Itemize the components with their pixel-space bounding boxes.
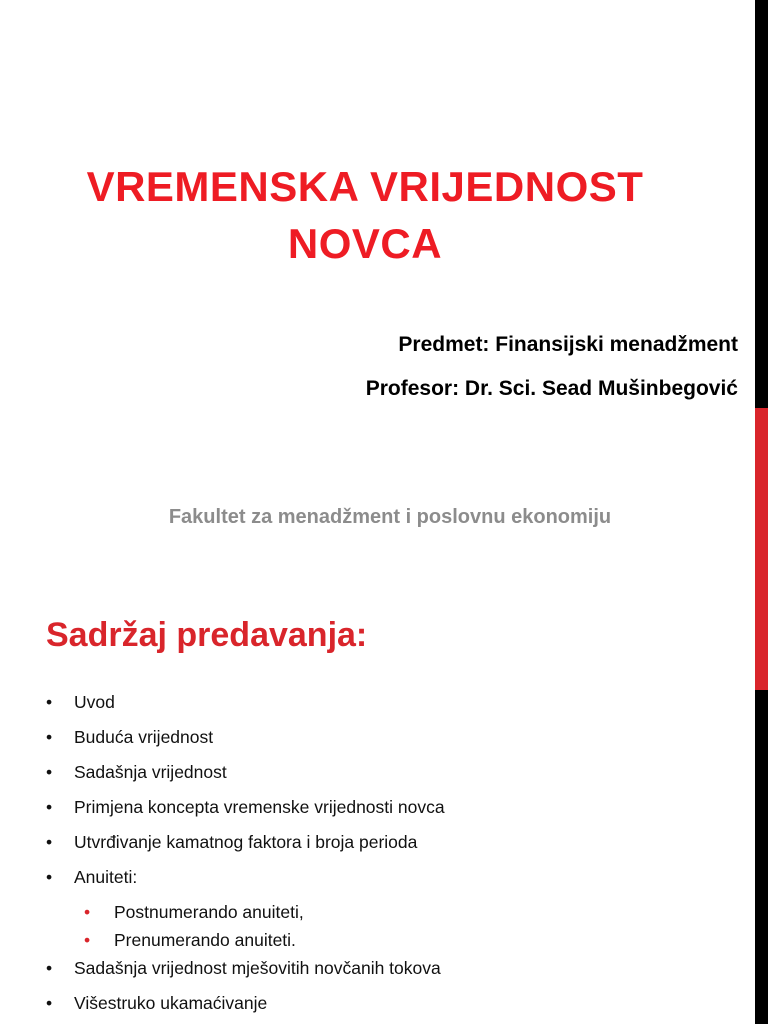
course-name: Predmet: Finansijski menadžment — [398, 333, 738, 356]
bullet-icon: • — [46, 692, 53, 712]
page-title — [0, 158, 730, 272]
sub-list-item-label: Postnumerando anuiteti, — [114, 902, 304, 922]
bullet-icon: • — [46, 832, 53, 852]
bullet-icon: • — [46, 762, 53, 782]
sub-list-item — [84, 930, 296, 951]
title-line-1: VREMENSKA VRIJEDNOST — [86, 163, 644, 210]
list-item — [46, 797, 445, 818]
list-item-label: Utvrđivanje kamatnog faktora i broja perioda — [74, 832, 418, 852]
list-item-label: Višestruko ukamaćivanje — [74, 993, 268, 1013]
sub-list-item-label: Prenumerando anuiteti. — [114, 930, 296, 950]
title-line-2: NOVCA — [287, 220, 443, 267]
list-item — [46, 867, 137, 888]
sub-list-item — [84, 902, 304, 923]
professor-name: Profesor: Dr. Sci. Sead Mušinbegović — [365, 377, 738, 400]
list-item — [46, 958, 441, 979]
sub-bullet-icon: • — [84, 930, 91, 950]
list-item-label: Anuiteti: — [74, 867, 138, 887]
list-item-label: Primjena koncepta vremenske vrijednosti novca — [74, 797, 445, 817]
section-title: Sadržaj predavanja: — [46, 616, 368, 654]
list-item — [46, 762, 227, 783]
sub-bullet-icon: • — [84, 902, 91, 922]
list-item — [46, 727, 213, 748]
bullet-icon: • — [46, 797, 53, 817]
bullet-icon: • — [46, 727, 53, 747]
side-accent-bar — [755, 408, 768, 690]
bullet-icon: • — [46, 867, 53, 887]
list-item-label: Sadašnja vrijednost — [74, 762, 227, 782]
bullet-icon: • — [46, 993, 53, 1013]
list-item-label: Buduća vrijednost — [74, 727, 214, 747]
list-item-label: Sadašnja vrijednost mješovitih novčanih tokova — [74, 958, 441, 978]
list-item-label: Uvod — [74, 692, 115, 712]
faculty-name: Fakultet za menadžment i poslovnu ekonomiju — [168, 506, 612, 528]
bullet-icon: • — [46, 958, 53, 978]
list-item — [46, 692, 115, 713]
list-item — [46, 993, 267, 1014]
list-item — [46, 832, 417, 853]
